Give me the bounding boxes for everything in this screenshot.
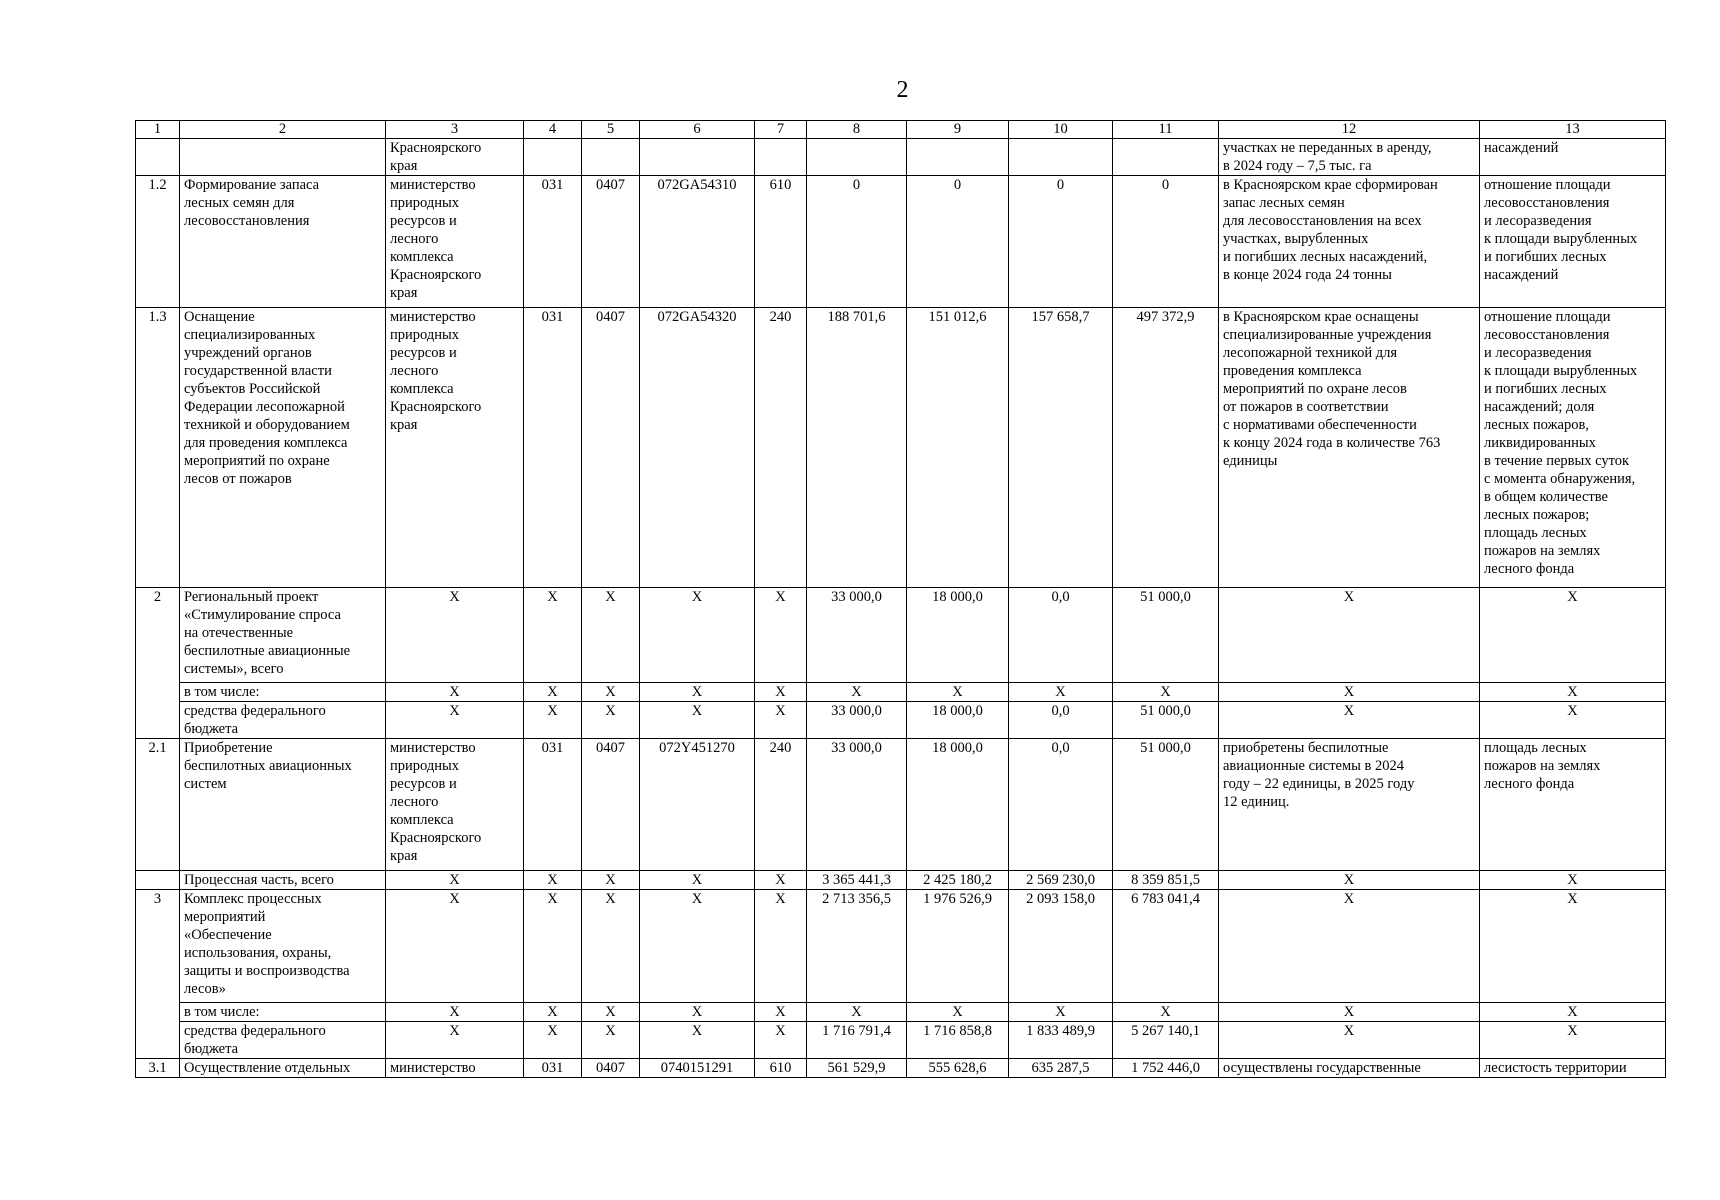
x-cell: Х [1480,588,1666,683]
x-cell: Х [582,1022,640,1059]
amount-cell: 0 [1009,176,1113,308]
event-name-cell: Комплекс процессных мероприятий «Обеспечение использования, охраны, защиты и воспроизводства лесов» [180,890,386,1003]
amount-cell: 0 [907,176,1009,308]
amount-cell: 1 752 446,0 [1113,1059,1219,1078]
code-cell: 072Y451270 [640,739,755,871]
x-cell: Х [386,683,524,702]
event-name-cell: Оснащение специализированных учреждений органов государственной власти субъектов Российской Федерации лесопожарной техникой и оборудованием для проведения комплекса мероприятий по охране лесов от пожаров [180,308,386,588]
amount-cell: 555 628,6 [907,1059,1009,1078]
x-cell: Х [1480,683,1666,702]
table-row [136,871,1666,890]
amount-cell: 3 365 441,3 [807,871,907,890]
event-name-cell: Процессная часть, всего [180,871,386,890]
column-header: 12 [1219,121,1480,139]
amount-cell: 1 833 489,9 [1009,1022,1113,1059]
x-cell: Х [524,890,582,1003]
code-cell: 031 [524,1059,582,1078]
amount-cell: 8 359 851,5 [1113,871,1219,890]
x-cell: Х [755,1003,807,1022]
table-row [136,702,1666,739]
x-cell: Х [1113,683,1219,702]
amount-cell: 0,0 [1009,739,1113,871]
x-cell: Х [1219,683,1480,702]
code-cell: 031 [524,308,582,588]
amount-cell: 2 713 356,5 [807,890,907,1003]
x-cell: Х [386,1022,524,1059]
x-cell: Х [386,702,524,739]
x-cell: Х [755,588,807,683]
amount-cell: 51 000,0 [1113,739,1219,871]
row-number-cell: 1.2 [136,176,180,308]
executor-cell: министерство природных ресурсов и лесного комплекса Красноярского края [386,176,524,308]
amount-cell: 33 000,0 [807,739,907,871]
x-cell: Х [524,1022,582,1059]
executor-cell: Красноярского края [386,139,524,176]
row-number-cell: 1.3 [136,308,180,588]
x-cell: Х [1219,588,1480,683]
code-cell: 072GA54310 [640,176,755,308]
code-cell: 072GA54320 [640,308,755,588]
amount-cell [1009,139,1113,176]
x-cell: Х [640,1022,755,1059]
indicator-cell: отношение площади лесовосстановления и лесоразведения к площади вырубленных и погибших лесных насаждений [1480,176,1666,308]
amount-cell: 1 716 858,8 [907,1022,1009,1059]
column-header: 5 [582,121,640,139]
amount-cell: 151 012,6 [907,308,1009,588]
event-name-cell: Формирование запаса лесных семян для лесовосстановления [180,176,386,308]
amount-cell: 561 529,9 [807,1059,907,1078]
x-cell: Х [1480,871,1666,890]
budget-table [135,120,1666,1078]
table-row [136,890,1666,1003]
x-cell: Х [640,588,755,683]
code-cell: 240 [755,739,807,871]
amount-cell: 635 287,5 [1009,1059,1113,1078]
event-name-cell: в том числе: [180,1003,386,1022]
x-cell: Х [1219,871,1480,890]
amount-cell: 18 000,0 [907,588,1009,683]
column-header: 2 [180,121,386,139]
amount-cell: 0 [807,176,907,308]
x-cell: Х [582,890,640,1003]
x-cell: Х [1113,1003,1219,1022]
amount-cell: 5 267 140,1 [1113,1022,1219,1059]
code-cell: 0407 [582,1059,640,1078]
table-row [136,1003,1666,1022]
column-header: 9 [907,121,1009,139]
executor-cell: министерство [386,1059,524,1078]
amount-cell: 497 372,9 [1113,308,1219,588]
x-cell: Х [386,588,524,683]
result-cell: в Красноярском крае сформирован запас лесных семян для лесовосстановления на всех участках, вырубленных и погибших лесных насаждений, в конце 2024 года 24 тонны [1219,176,1480,308]
amount-cell: 18 000,0 [907,702,1009,739]
x-cell: Х [1009,683,1113,702]
x-cell: Х [807,683,907,702]
amount-cell: 6 783 041,4 [1113,890,1219,1003]
code-cell: 031 [524,176,582,308]
amount-cell: 0,0 [1009,588,1113,683]
row-number-cell: 2.1 [136,739,180,871]
amount-cell: 2 093 158,0 [1009,890,1113,1003]
amount-cell: 51 000,0 [1113,702,1219,739]
executor-cell: министерство природных ресурсов и лесного комплекса Красноярского края [386,739,524,871]
x-cell: Х [1219,1003,1480,1022]
row-number-cell [136,139,180,176]
amount-cell: 2 425 180,2 [907,871,1009,890]
row-number-cell: 3.1 [136,1059,180,1078]
code-cell [640,139,755,176]
indicator-cell: лесистость территории [1480,1059,1666,1078]
amount-cell: 18 000,0 [907,739,1009,871]
x-cell: Х [524,683,582,702]
page-number: 2 [896,77,909,103]
x-cell: Х [582,871,640,890]
column-header: 3 [386,121,524,139]
code-cell: 0407 [582,308,640,588]
table-row [136,176,1666,308]
x-cell: Х [1480,890,1666,1003]
table-row [136,1059,1666,1078]
amount-cell: 0 [1113,176,1219,308]
x-cell: Х [524,871,582,890]
code-cell: 610 [755,1059,807,1078]
x-cell: Х [640,1003,755,1022]
event-name-cell: средства федерального бюджета [180,702,386,739]
amount-cell: 157 658,7 [1009,308,1113,588]
event-name-cell: Региональный проект «Стимулирование спроса на отечественные беспилотные авиационные системы», всего [180,588,386,683]
event-name-cell: Приобретение беспилотных авиационных систем [180,739,386,871]
amount-cell: 33 000,0 [807,588,907,683]
event-name-cell: Осуществление отдельных [180,1059,386,1078]
x-cell: Х [1219,1022,1480,1059]
result-cell: приобретены беспилотные авиационные системы в 2024 году – 22 единицы, в 2025 году 12 единиц. [1219,739,1480,871]
event-name-cell: в том числе: [180,683,386,702]
column-number-row [136,121,1666,139]
x-cell: Х [755,871,807,890]
result-cell: осуществлены государственные [1219,1059,1480,1078]
code-cell: 0407 [582,739,640,871]
amount-cell: 188 701,6 [807,308,907,588]
executor-cell: министерство природных ресурсов и лесного комплекса Красноярского края [386,308,524,588]
table-row [136,308,1666,588]
column-header: 6 [640,121,755,139]
table-row [136,1022,1666,1059]
amount-cell: 2 569 230,0 [1009,871,1113,890]
x-cell: Х [907,683,1009,702]
event-name-cell [180,139,386,176]
table-row [136,739,1666,871]
code-cell: 0740151291 [640,1059,755,1078]
row-number-cell: 3 [136,890,180,1059]
x-cell: Х [807,1003,907,1022]
column-header: 11 [1113,121,1219,139]
x-cell: Х [907,1003,1009,1022]
x-cell: Х [1009,1003,1113,1022]
x-cell: Х [640,683,755,702]
code-cell: 0407 [582,176,640,308]
x-cell: Х [524,1003,582,1022]
x-cell: Х [582,588,640,683]
x-cell: Х [1480,1003,1666,1022]
x-cell: Х [386,871,524,890]
column-header: 13 [1480,121,1666,139]
amount-cell [807,139,907,176]
amount-cell: 51 000,0 [1113,588,1219,683]
x-cell: Х [1219,890,1480,1003]
code-cell: 610 [755,176,807,308]
result-cell: в Красноярском крае оснащены специализированные учреждения лесопожарной техникой для проведения комплекса мероприятий по охране лесов от пожаров в соответствии с нормативами обеспеченности к концу 2024 года в количестве 763 единицы [1219,308,1480,588]
x-cell: Х [524,702,582,739]
table-row [136,683,1666,702]
row-number-cell [136,871,180,890]
x-cell: Х [640,871,755,890]
x-cell: Х [755,890,807,1003]
indicator-cell: насаждений [1480,139,1666,176]
column-header: 1 [136,121,180,139]
x-cell: Х [640,702,755,739]
x-cell: Х [582,702,640,739]
x-cell: Х [755,1022,807,1059]
indicator-cell: площадь лесных пожаров на землях лесного фонда [1480,739,1666,871]
column-header: 10 [1009,121,1113,139]
code-cell [755,139,807,176]
table-body [136,121,1666,1078]
column-header: 7 [755,121,807,139]
x-cell: Х [386,890,524,1003]
x-cell: Х [582,683,640,702]
x-cell: Х [582,1003,640,1022]
x-cell: Х [755,702,807,739]
amount-cell [907,139,1009,176]
code-cell [524,139,582,176]
amount-cell: 33 000,0 [807,702,907,739]
indicator-cell: отношение площади лесовосстановления и лесоразведения к площади вырубленных и погибших лесных насаждений; доля лесных пожаров, ликвидированных в течение первых суток с момента обнаружения, в общем количестве лесных пожаров; площадь лесных пожаров на землях лесного фонда [1480,308,1666,588]
event-name-cell: средства федерального бюджета [180,1022,386,1059]
code-cell [582,139,640,176]
code-cell: 031 [524,739,582,871]
x-cell: Х [1480,1022,1666,1059]
x-cell: Х [524,588,582,683]
x-cell: Х [1480,702,1666,739]
x-cell: Х [755,683,807,702]
table-row [136,588,1666,683]
amount-cell: 1 976 526,9 [907,890,1009,1003]
amount-cell [1113,139,1219,176]
x-cell: Х [386,1003,524,1022]
row-number-cell: 2 [136,588,180,739]
x-cell: Х [1219,702,1480,739]
code-cell: 240 [755,308,807,588]
amount-cell: 0,0 [1009,702,1113,739]
table-row [136,139,1666,176]
x-cell: Х [640,890,755,1003]
column-header: 8 [807,121,907,139]
result-cell: участках не переданных в аренду, в 2024 году – 7,5 тыс. га [1219,139,1480,176]
amount-cell: 1 716 791,4 [807,1022,907,1059]
column-header: 4 [524,121,582,139]
